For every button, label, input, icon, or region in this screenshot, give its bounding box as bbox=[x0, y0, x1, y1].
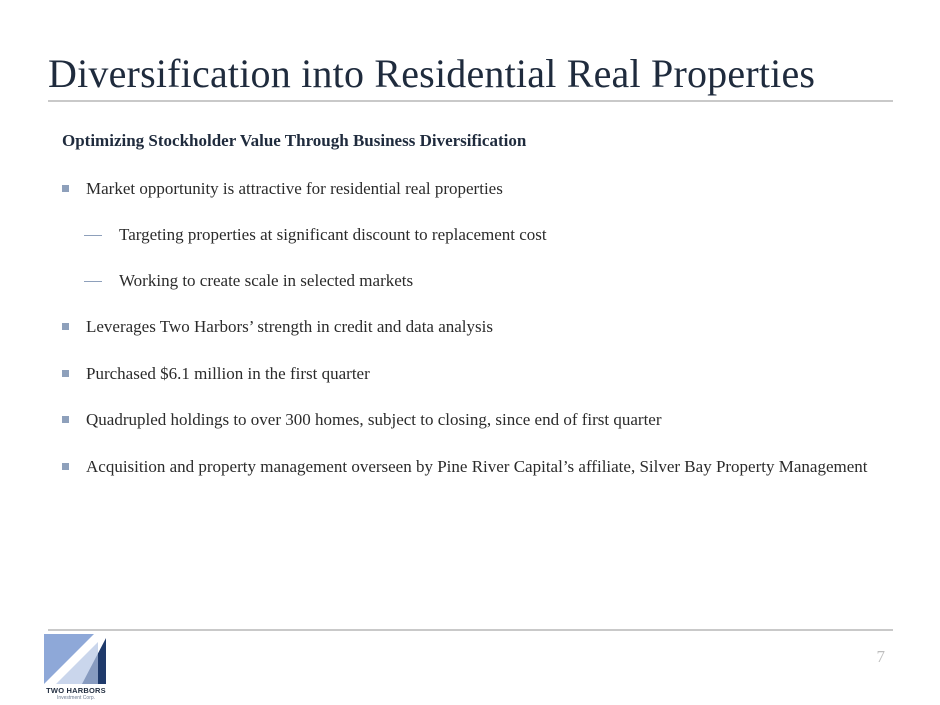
square-bullet-icon bbox=[62, 185, 69, 192]
bullet-text: Market opportunity is attractive for residential real properties bbox=[86, 179, 503, 198]
dash-bullet-icon bbox=[84, 281, 102, 282]
title-divider bbox=[48, 100, 893, 102]
bullet-text: Leverages Two Harbors’ strength in credit and data analysis bbox=[86, 317, 493, 336]
page-number: 7 bbox=[876, 647, 885, 666]
dash-bullet-icon bbox=[84, 235, 102, 236]
bullet-text: Purchased $6.1 million in the first quarter bbox=[86, 364, 370, 383]
sub-bullet-text: Working to create scale in selected markets bbox=[119, 271, 414, 290]
logo-sail-icon bbox=[42, 632, 108, 686]
logo-name: TWO HARBORS bbox=[46, 686, 106, 695]
slide-title: Diversification into Residential Real Properties bbox=[48, 51, 816, 96]
slide-subtitle: Optimizing Stockholder Value Through Business Diversification bbox=[62, 131, 527, 150]
square-bullet-icon bbox=[62, 370, 69, 377]
square-bullet-icon bbox=[62, 323, 69, 330]
logo-subtitle: Investment Corp. bbox=[56, 695, 96, 701]
two-harbors-logo bbox=[36, 632, 116, 702]
sub-bullet-text: Targeting properties at significant discount to replacement cost bbox=[119, 225, 547, 244]
footer-divider bbox=[48, 629, 893, 631]
square-bullet-icon bbox=[62, 416, 69, 423]
slide-content bbox=[62, 131, 902, 476]
bullet-text: Quadrupled holdings to over 300 homes, subject to closing, since end of first quarter bbox=[86, 410, 662, 429]
bullet-text: Acquisition and property management overseen by Pine River Capital’s affiliate, Silver Bay Property Management bbox=[86, 457, 868, 476]
square-bullet-icon bbox=[62, 463, 69, 470]
